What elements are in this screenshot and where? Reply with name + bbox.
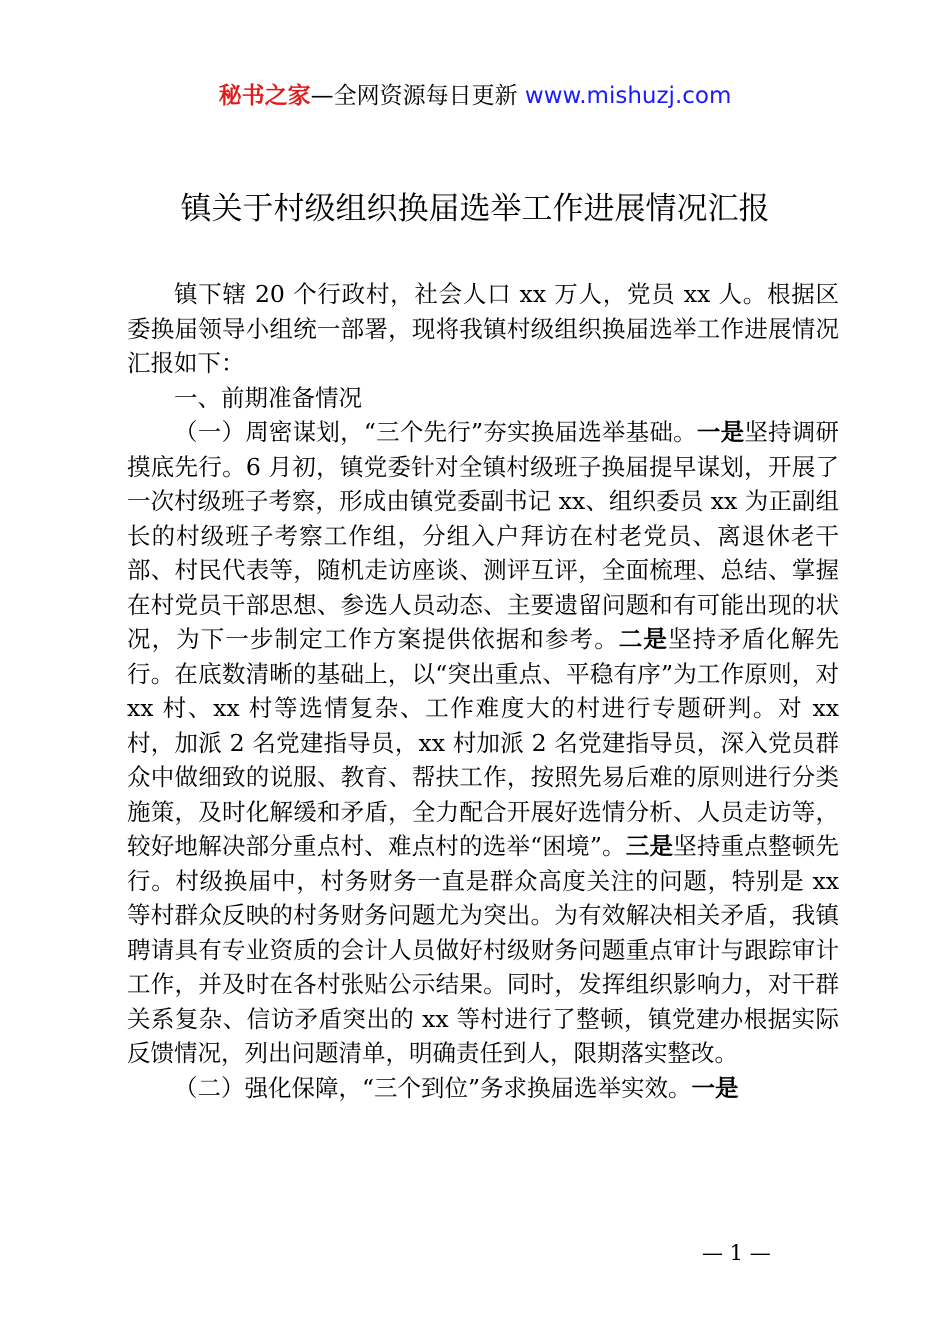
page-number: — 1 —	[702, 1241, 771, 1265]
subsection-heading: （二）强化保障，“三个到位”务求换届选举实效。	[174, 1073, 692, 1102]
subsection-heading: （一）周密谋划，“三个先行”夯实换届选举基础。	[174, 418, 697, 446]
site-banner	[0, 80, 950, 112]
point-text: 坚持重点整顿先行。村级换届中，村务财务一直是群众高度关注的问题，特别是 xx 等村群众反映的村务财务问题尤为突出。为有效解决相关矛盾，我镇聘请具有专业资质的会计人员做好村级财务问题重点审计与跟踪审计工作，并及时在各村张贴公示结果。同时，发挥组织影响力，对干群关系复杂、信访矛盾突出的 xx 等村进行了整顿，镇党建办根据实际反馈情况，列出问题清单，明确责任到人，限期落实整改。	[127, 832, 840, 1067]
intro-paragraph: 镇下辖 20 个行政村，社会人口 xx 万人，党员 xx 人。根据区委换届领导小组统一部署，现将我镇村级组织换届选举工作进展情况汇报如下：	[127, 280, 839, 377]
document-title: 镇关于村级组织换届选举工作进展情况汇报	[180, 191, 770, 227]
point-text: 坚持矛盾化解先行。在底数清晰的基础上，以“突出重点、平稳有序”为工作原则，对 xx 村、xx 村等选情复杂、工作难度大的村进行专题研判。对 xx 村，加派 2 名党建指导员，xx 村加派 2 名党建指导员，深入党员群众中做细致的说服、教育、帮扶工作，按照先易后难的原则进行分类施策，及时化解缓和矛盾，全力配合开展好选情分析、人员走访等，较好地解决部分重点村、难点村的选举“困境”。	[127, 625, 840, 860]
point-marker: 三是	[625, 832, 674, 860]
section-heading: 一、前期准备情况	[174, 383, 362, 412]
point-marker: 一是	[696, 418, 745, 446]
point-marker: 一是	[691, 1073, 739, 1102]
point-marker: 二是	[618, 625, 668, 653]
site-tagline: —全网资源每日更新	[310, 83, 525, 109]
paragraph-guarantee	[127, 1071, 839, 1106]
site-url-link[interactable]: www.mishuzj.com	[524, 83, 732, 109]
document-body	[127, 277, 839, 1105]
site-brand: 秘书之家	[218, 83, 311, 109]
point-text: 坚持调研摸底先行。6 月初，镇党委针对全镇村级班子换届提早谋划，开展了一次村级班子考察，形成由镇党委副书记 xx、组织委员 xx 为正副组长的村级班子考察工作组，分组入户拜访在村老党员、离退休老干部、村民代表等，随机走访座谈、测评互评，全面梳理、总结、掌握在村党员干部思想、参选人员动态、主要遗留问题和有可能出现的状况，为下一步制定工作方案提供依据和参考。	[127, 418, 840, 653]
paragraph-preparation	[127, 415, 839, 1071]
